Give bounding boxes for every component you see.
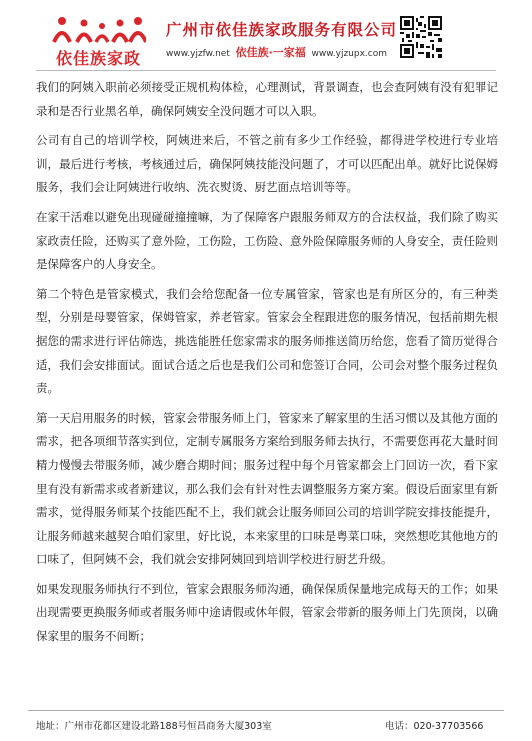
slogan-separator: · [268,46,273,59]
paragraph: 第一天启用服务的时候，管家会带服务师上门，管家来了解家里的生活习惯以及其他方面的需求，把各项细节落实到位，定制专属服务方案给到服务师去执行，不需要您再花大量时间精力慢慢去带服务师，减少磨合期时间；服务过程中每个月管家都会上门回访一次，看下家里有没有新需求或者新建议，那么我们会有针对性去调整服务方案方案。假设后面家里有新需求，觉得服务师某个技能匹配不上，我们就会让服务师回公司的培训学院安排技能提升，让服务师越来越契合咱们家里，好比说，本来家里的口味是粤菜口味，突然想吃其他地方的口味了，但阿姨不会，我们就会安排阿姨回到培训学校进行厨艺升级。 [36,410,498,567]
paragraph: 公司有自己的培训学校，阿姨进来后，不管之前有多少工作经验，都得进学校进行专业培训，最后进行考核，考核通过后，确保阿姨技能没问题了，才可以匹配出单。就好比说保姆服务，我们会让阿姨进行收纳、洗衣熨烫、厨艺面点培训等等。 [36,133,498,195]
website-link-1[interactable]: www.yjzfw.net [166,49,230,59]
footer-phone: 电话：020-37703566 [385,721,484,732]
company-name: 广州市依佳族家政服务有限公司 [166,21,398,39]
footer-divider [28,710,504,711]
website-line [166,44,387,60]
paragraph: 第二个特色是管家模式，我们会给您配备一位专属管家，管家也是有所区分的，有三种类型，分别是母婴管家，保姆管家，养老管家。管家会全程跟进您的服务情况，包括前期先根据您的需求进行评估筛选，挑选能胜任您家需求的服务师推送简历给您，您看了简历觉得合适，我们会安排面试。面试合适之后也是我们公司和您签订合同，公司会对整个服务过程负责。 [36,286,498,396]
paragraph: 在家干活难以避免出现碰碰撞撞嘛，为了保障客户跟服务师双方的合法权益，我们除了购买家政责任险，还购买了意外险，工伤险，工伤险、意外险保障服务师的人身安全，责任险则是保障客户的人身安全。 [36,209,498,272]
page-header [0,0,532,72]
logo-text: 依佳族家政 [56,49,142,68]
family-figures-icon [50,14,146,44]
document-body [36,76,498,655]
paragraph: 如果发现服务师执行不到位，管家会跟服务师沟通，确保保质保量地完成每天的工作；如果出现需要更换服务师或者服务师中途请假或休年假，管家会带新的服务师上门先顶岗，以确保家里的服务不间断； [36,581,498,644]
paragraph: 我们的阿姨入职前必须接受正规机构体检，心理测试，背景调查，也会查阿姨有没有犯罪记录和是否行业黑名单，确保阿姨安全没问题才可以入职。 [36,80,498,118]
qr-code-icon [400,16,442,58]
company-logo [50,14,146,70]
slogan-brand: 依佳族 [235,46,269,59]
website-link-2[interactable]: www.yjzupx.com [311,49,387,59]
footer-address: 地址：广州市花都区建设北路188号恒昌商务大厦303室 [36,721,272,732]
header-divider [36,70,496,71]
slogan-tail: 一家福 [272,46,306,59]
